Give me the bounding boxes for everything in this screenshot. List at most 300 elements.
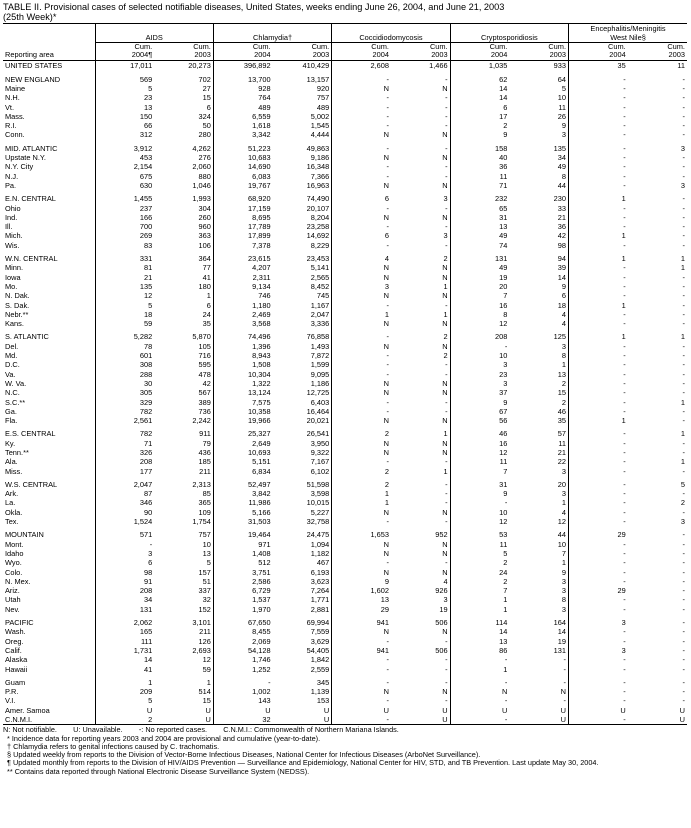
value-cell: 782 [95, 429, 154, 438]
footnote-3: § Updated weekly from reports to the Division of Vector-Borne Infectious Diseases, National Center for Infectious Diseases (ArboNet Surveillance). [7, 750, 481, 760]
value-cell: 1,508 [213, 360, 272, 369]
value-cell: - [682, 111, 685, 121]
value-cell: 11 [677, 61, 685, 71]
value-cell: 7,559 [310, 627, 330, 637]
value-cell: 11 [558, 102, 567, 112]
value-cell: - [332, 241, 391, 250]
value-cell: 7,378 [213, 241, 272, 250]
value-cell: 757 [198, 530, 211, 540]
value-cell: 329 [95, 398, 154, 407]
value-cell: 30 [95, 379, 154, 388]
value-cell: 20 [557, 479, 567, 489]
value-cell: - [445, 360, 448, 370]
value-cell: 5 [450, 549, 509, 558]
table-row [3, 130, 687, 139]
value-cell: 389 [198, 397, 211, 407]
value-cell: N [332, 388, 391, 397]
value-cell: 7,872 [310, 351, 330, 361]
value-cell: - [563, 696, 567, 706]
value-cell: 2,693 [192, 645, 211, 655]
value-cell: 20,021 [306, 416, 330, 426]
value-cell: 6,193 [310, 567, 330, 577]
value-cell: 8 [561, 171, 567, 181]
value-cell: - [682, 309, 685, 319]
value-cell: 478 [198, 369, 211, 379]
reporting-area-cell: Okla. [5, 507, 23, 517]
reporting-area-cell: Nev. [5, 604, 20, 614]
value-cell: 12 [557, 517, 567, 527]
value-cell: 5,166 [213, 508, 272, 517]
value-cell: 14 [95, 655, 154, 664]
value-cell: 702 [198, 74, 211, 84]
value-cell: - [682, 595, 685, 605]
value-cell: 1,139 [310, 687, 330, 697]
value-cell: 5,141 [310, 263, 330, 273]
value-cell: U [509, 715, 568, 725]
value-cell: 81 [95, 263, 154, 272]
table-row [3, 121, 687, 130]
value-cell: - [332, 678, 391, 687]
reporting-area-cell: Minn. [5, 263, 24, 273]
value-cell: - [569, 130, 628, 139]
value-cell: 506 [435, 618, 448, 628]
value-cell: 2,313 [192, 479, 211, 489]
value-cell: 71 [95, 439, 154, 448]
value-cell: N [332, 540, 391, 549]
value-cell: N [442, 548, 448, 558]
value-cell: - [332, 301, 391, 310]
value-cell: 14 [557, 272, 567, 282]
value-cell: 69,994 [306, 618, 330, 628]
table-row [3, 93, 687, 102]
value-cell: - [95, 540, 154, 549]
value-cell: 2,586 [213, 577, 272, 586]
value-cell: - [682, 416, 685, 426]
value-cell: 21 [557, 212, 567, 222]
value-cell: 716 [198, 351, 211, 361]
value-cell: U [442, 705, 448, 715]
value-cell: 926 [435, 586, 448, 596]
value-cell: 5,151 [213, 457, 272, 466]
value-cell: 952 [435, 530, 448, 540]
value-cell: - [569, 112, 628, 121]
subheader-cum: Cum. [193, 42, 211, 52]
value-cell: 33 [557, 203, 567, 213]
value-cell: 22 [557, 457, 567, 467]
table-row [3, 263, 687, 272]
table-row [3, 103, 687, 112]
value-cell: 3 [680, 517, 685, 527]
value-cell: - [569, 696, 628, 705]
value-cell: 1 [450, 605, 509, 614]
value-cell: 18 [557, 300, 567, 310]
value-cell: 35 [569, 61, 628, 71]
table-row [3, 153, 687, 162]
value-cell: 10 [450, 351, 509, 360]
value-cell: 20,273 [188, 61, 211, 71]
reporting-area-cell: S. Dak. [5, 300, 30, 310]
value-cell: 49 [450, 263, 509, 272]
value-cell: - [682, 696, 685, 706]
table-row [3, 342, 687, 351]
value-cell: - [569, 577, 628, 586]
value-cell: 10,304 [213, 370, 272, 379]
value-cell: 24 [450, 568, 509, 577]
value-cell: N [442, 687, 448, 697]
value-cell: 14,692 [306, 231, 330, 241]
value-cell: 17,789 [213, 222, 272, 231]
value-cell: 8,452 [310, 281, 330, 291]
value-cell: 98 [95, 568, 154, 577]
value-cell: 14 [450, 93, 509, 102]
value-cell: 880 [198, 171, 211, 181]
value-cell: - [682, 406, 685, 416]
table-row [3, 112, 687, 121]
value-cell: 2,469 [213, 310, 272, 319]
value-cell: 2 [443, 254, 448, 264]
value-cell: 90 [95, 508, 154, 517]
subheader-cum: Cum. [608, 42, 626, 52]
table-row [3, 595, 687, 604]
table-row [3, 301, 687, 310]
title-line-1: TABLE II. Provisional cases of selected notifiable diseases, United States, weeks ending June 26, 2004, and June 21, 2003 [3, 2, 505, 12]
value-cell: 8,204 [310, 212, 330, 222]
value-cell: - [682, 162, 685, 172]
reporting-area-cell: E.S. CENTRAL [5, 429, 56, 439]
reporting-area-cell: E.N. CENTRAL [5, 194, 56, 204]
subheader-cum: Cum. [667, 42, 685, 52]
value-cell: - [569, 480, 628, 489]
value-cell: 2 [450, 577, 509, 586]
value-cell: N [442, 341, 448, 351]
value-cell: 230 [553, 194, 567, 204]
value-cell: - [332, 558, 391, 567]
value-cell: 14 [450, 84, 509, 93]
reporting-area-cell: W.S. CENTRAL [5, 479, 58, 489]
value-cell: 157 [198, 567, 211, 577]
value-cell: 1,186 [310, 378, 330, 388]
value-cell: 3 [450, 360, 509, 369]
table-row [3, 586, 687, 595]
group-header-west-nile [569, 24, 687, 43]
value-cell: U [391, 715, 450, 725]
reporting-area-cell: Upstate N.Y. [5, 153, 46, 163]
value-cell: - [332, 93, 391, 102]
value-cell: N [442, 567, 448, 577]
value-cell: - [569, 655, 628, 664]
value-cell: 143 [213, 696, 272, 705]
value-cell: 1 [206, 677, 211, 687]
value-cell: 920 [316, 84, 330, 93]
value-cell: 1,599 [310, 360, 330, 370]
value-cell: N [332, 568, 391, 577]
value-cell: 46 [557, 406, 567, 416]
reporting-area-cell: Ohio [5, 203, 21, 213]
value-cell: - [682, 240, 685, 250]
value-cell: 65 [450, 204, 509, 213]
value-cell: 85 [202, 489, 211, 499]
value-cell: U [323, 705, 330, 715]
value-cell: 208 [450, 332, 509, 341]
reporting-area-cell: Fla. [5, 416, 18, 426]
value-cell: 365 [198, 498, 211, 508]
reporting-area-cell: V.I. [5, 696, 16, 706]
value-cell: - [332, 112, 391, 121]
value-cell: 3 [680, 180, 685, 190]
value-cell: 3,751 [213, 568, 272, 577]
value-cell: 12 [202, 655, 211, 665]
value-cell: 5,870 [192, 332, 211, 342]
table-row [3, 61, 687, 71]
table-row [3, 75, 687, 84]
table-row [3, 577, 687, 586]
value-cell: - [569, 678, 628, 687]
value-cell: 1 [450, 665, 509, 674]
value-cell: - [569, 508, 628, 517]
value-cell: 209 [95, 687, 154, 696]
table-row [3, 379, 687, 388]
value-cell: - [332, 332, 391, 341]
value-cell: 3 [561, 341, 567, 351]
value-cell: 595 [198, 360, 211, 370]
value-cell: 436 [198, 447, 211, 457]
value-cell: - [682, 281, 685, 291]
value-cell: - [445, 498, 448, 508]
value-cell: 7 [450, 586, 509, 595]
table-row [3, 310, 687, 319]
value-cell: 5 [95, 696, 154, 705]
value-cell: - [563, 664, 567, 674]
value-cell: 1 [569, 194, 628, 203]
value-cell: 2 [561, 378, 567, 388]
value-cell: 23,615 [213, 254, 272, 263]
value-cell: 39 [557, 263, 567, 273]
group-header-cryptosporidiosis: Cryptosporidiosis [450, 24, 568, 43]
value-cell: - [682, 351, 685, 361]
reporting-area-cell: Iowa [5, 272, 21, 282]
value-cell: 211 [199, 466, 211, 476]
value-cell: 1 [95, 678, 154, 687]
value-cell: 40 [450, 153, 509, 162]
value-cell: 54,128 [213, 646, 272, 655]
value-cell: - [450, 342, 509, 351]
table-row [3, 439, 687, 448]
value-cell: N [332, 627, 391, 636]
value-cell: U [569, 706, 628, 715]
value-cell: 29 [332, 605, 391, 614]
value-cell: 166 [95, 213, 154, 222]
value-cell: 17,159 [213, 204, 272, 213]
value-cell: 3 [569, 646, 628, 655]
value-cell: - [682, 604, 685, 614]
value-cell: - [332, 75, 391, 84]
value-cell: 23 [450, 370, 509, 379]
reporting-area-cell: S.C.** [5, 397, 26, 407]
reporting-area-cell: Idaho [5, 548, 24, 558]
value-cell: - [332, 407, 391, 416]
value-cell: - [682, 687, 685, 697]
value-cell: 782 [95, 407, 154, 416]
value-cell: 6 [332, 231, 391, 240]
reporting-area-cell: N. Mex. [5, 576, 31, 586]
value-cell: 13 [332, 595, 391, 604]
value-cell: 745 [316, 291, 330, 301]
value-cell: 4,262 [192, 143, 211, 153]
value-cell: - [682, 171, 685, 181]
value-cell: 44 [557, 180, 567, 190]
table-row [3, 627, 687, 636]
value-cell: - [682, 319, 685, 329]
value-cell: - [569, 687, 628, 696]
value-cell: 736 [198, 406, 211, 416]
reporting-area-cell: MOUNTAIN [5, 530, 44, 540]
value-cell: 1,618 [213, 121, 272, 130]
value-cell: 3 [95, 549, 154, 558]
subheader-year: 2004 [609, 50, 626, 60]
reporting-area-cell: Wis. [5, 240, 20, 250]
value-cell: 9 [561, 567, 567, 577]
value-cell: 1 [443, 466, 448, 476]
value-cell: U [154, 715, 213, 725]
reporting-area-cell: Mo. [5, 281, 18, 291]
value-cell: 35 [202, 319, 211, 329]
value-cell: 3,336 [310, 319, 330, 329]
value-cell: 3,568 [213, 319, 272, 328]
table-row [3, 231, 687, 240]
value-cell: - [569, 558, 628, 567]
value-cell: N [332, 549, 391, 558]
value-cell: 10 [557, 93, 567, 103]
value-cell: 52,497 [213, 480, 272, 489]
subheader-cum: Cum. [489, 42, 508, 52]
value-cell: 18 [95, 310, 154, 319]
footnote-legend: N: Not notifiable. U: Unavailable. -: No reported cases. C.N.M.I.: Commonwealth of Northern Mariana Islands. [3, 725, 399, 735]
value-cell: 29 [569, 586, 628, 595]
value-cell: 5,002 [310, 111, 330, 121]
value-cell: - [332, 637, 391, 646]
value-cell: - [569, 121, 628, 130]
value-cell: - [569, 448, 628, 457]
value-cell: 630 [95, 181, 154, 190]
reporting-area-cell: N.J. [5, 171, 19, 181]
subheader-cell [332, 43, 391, 61]
value-cell: 288 [95, 370, 154, 379]
value-cell: 1 [680, 457, 685, 467]
value-cell: 5,282 [95, 332, 154, 341]
value-cell: 1,993 [192, 194, 211, 204]
value-cell: 6 [332, 194, 391, 203]
value-cell: 34 [557, 153, 567, 163]
value-cell: 6 [450, 103, 509, 112]
value-cell: 305 [95, 388, 154, 397]
value-cell: 83 [95, 241, 154, 250]
value-cell: N [332, 181, 391, 190]
value-cell: - [682, 558, 685, 568]
reporting-area-cell: La. [5, 498, 16, 508]
value-cell: 601 [95, 351, 154, 360]
value-cell: - [445, 517, 448, 527]
reporting-area-cell: N. Dak. [5, 291, 30, 301]
value-cell: 960 [198, 222, 211, 232]
table-row [3, 655, 687, 664]
value-cell: 1,252 [213, 665, 272, 674]
value-cell: 153 [316, 696, 330, 706]
value-cell: 1,046 [192, 180, 211, 190]
value-cell: 6,083 [213, 172, 272, 181]
value-cell: N [332, 84, 391, 93]
value-cell: 7 [450, 291, 509, 300]
group-header-west-nile-line1: Encephalitis/Meningitis [590, 24, 666, 34]
value-cell: 7,366 [310, 171, 330, 181]
value-cell: 76,858 [306, 332, 330, 342]
table-row [3, 530, 687, 539]
value-cell: 1,094 [310, 539, 330, 549]
value-cell: 50 [202, 121, 211, 131]
value-cell: 49 [557, 162, 567, 172]
value-cell: - [569, 93, 628, 102]
value-cell: 276 [198, 153, 211, 163]
value-cell: - [332, 517, 391, 526]
value-cell: 2,608 [332, 61, 391, 71]
value-cell: 94 [557, 254, 567, 264]
value-cell: 3 [561, 466, 567, 476]
value-cell: - [682, 300, 685, 310]
value-cell: 74,496 [213, 332, 272, 341]
value-cell: - [445, 102, 448, 112]
value-cell: - [332, 715, 391, 725]
value-cell: - [332, 351, 391, 360]
value-cell: - [569, 429, 628, 438]
value-cell: - [569, 467, 628, 476]
reporting-area-cell: UNITED STATES [5, 61, 63, 71]
value-cell: - [213, 678, 272, 687]
value-cell: - [445, 558, 448, 568]
reporting-area-cell: R.I. [5, 121, 17, 131]
value-cell: - [569, 407, 628, 416]
value-cell: - [450, 655, 509, 664]
reporting-area-cell: Tex. [5, 517, 19, 527]
value-cell: N [442, 263, 448, 273]
value-cell: 9 [561, 281, 567, 291]
value-cell: 260 [198, 212, 211, 222]
value-cell: 5,227 [310, 507, 330, 517]
value-cell: 34 [95, 595, 154, 604]
value-cell: 9,134 [213, 282, 272, 291]
value-cell: 1,602 [332, 586, 391, 595]
value-cell: 21 [557, 447, 567, 457]
table-row [3, 416, 687, 425]
table-row [3, 517, 687, 526]
value-cell: 20 [450, 282, 509, 291]
table-row [3, 291, 687, 300]
value-cell: 8,943 [213, 351, 272, 360]
value-cell: 135 [553, 143, 567, 153]
value-cell: - [682, 677, 685, 687]
value-cell: - [563, 655, 567, 665]
value-cell: 7 [450, 467, 509, 476]
value-cell: 2 [332, 467, 391, 476]
value-cell: - [682, 93, 685, 103]
value-cell: 53 [450, 530, 509, 539]
value-cell: 91 [95, 577, 154, 586]
value-cell: 569 [95, 75, 154, 84]
value-cell: - [569, 263, 628, 272]
value-cell: 2 [680, 498, 685, 508]
value-cell: 1,322 [213, 379, 272, 388]
value-cell: - [569, 282, 628, 291]
value-cell: 31 [450, 213, 509, 222]
value-cell: 1,731 [95, 646, 154, 655]
